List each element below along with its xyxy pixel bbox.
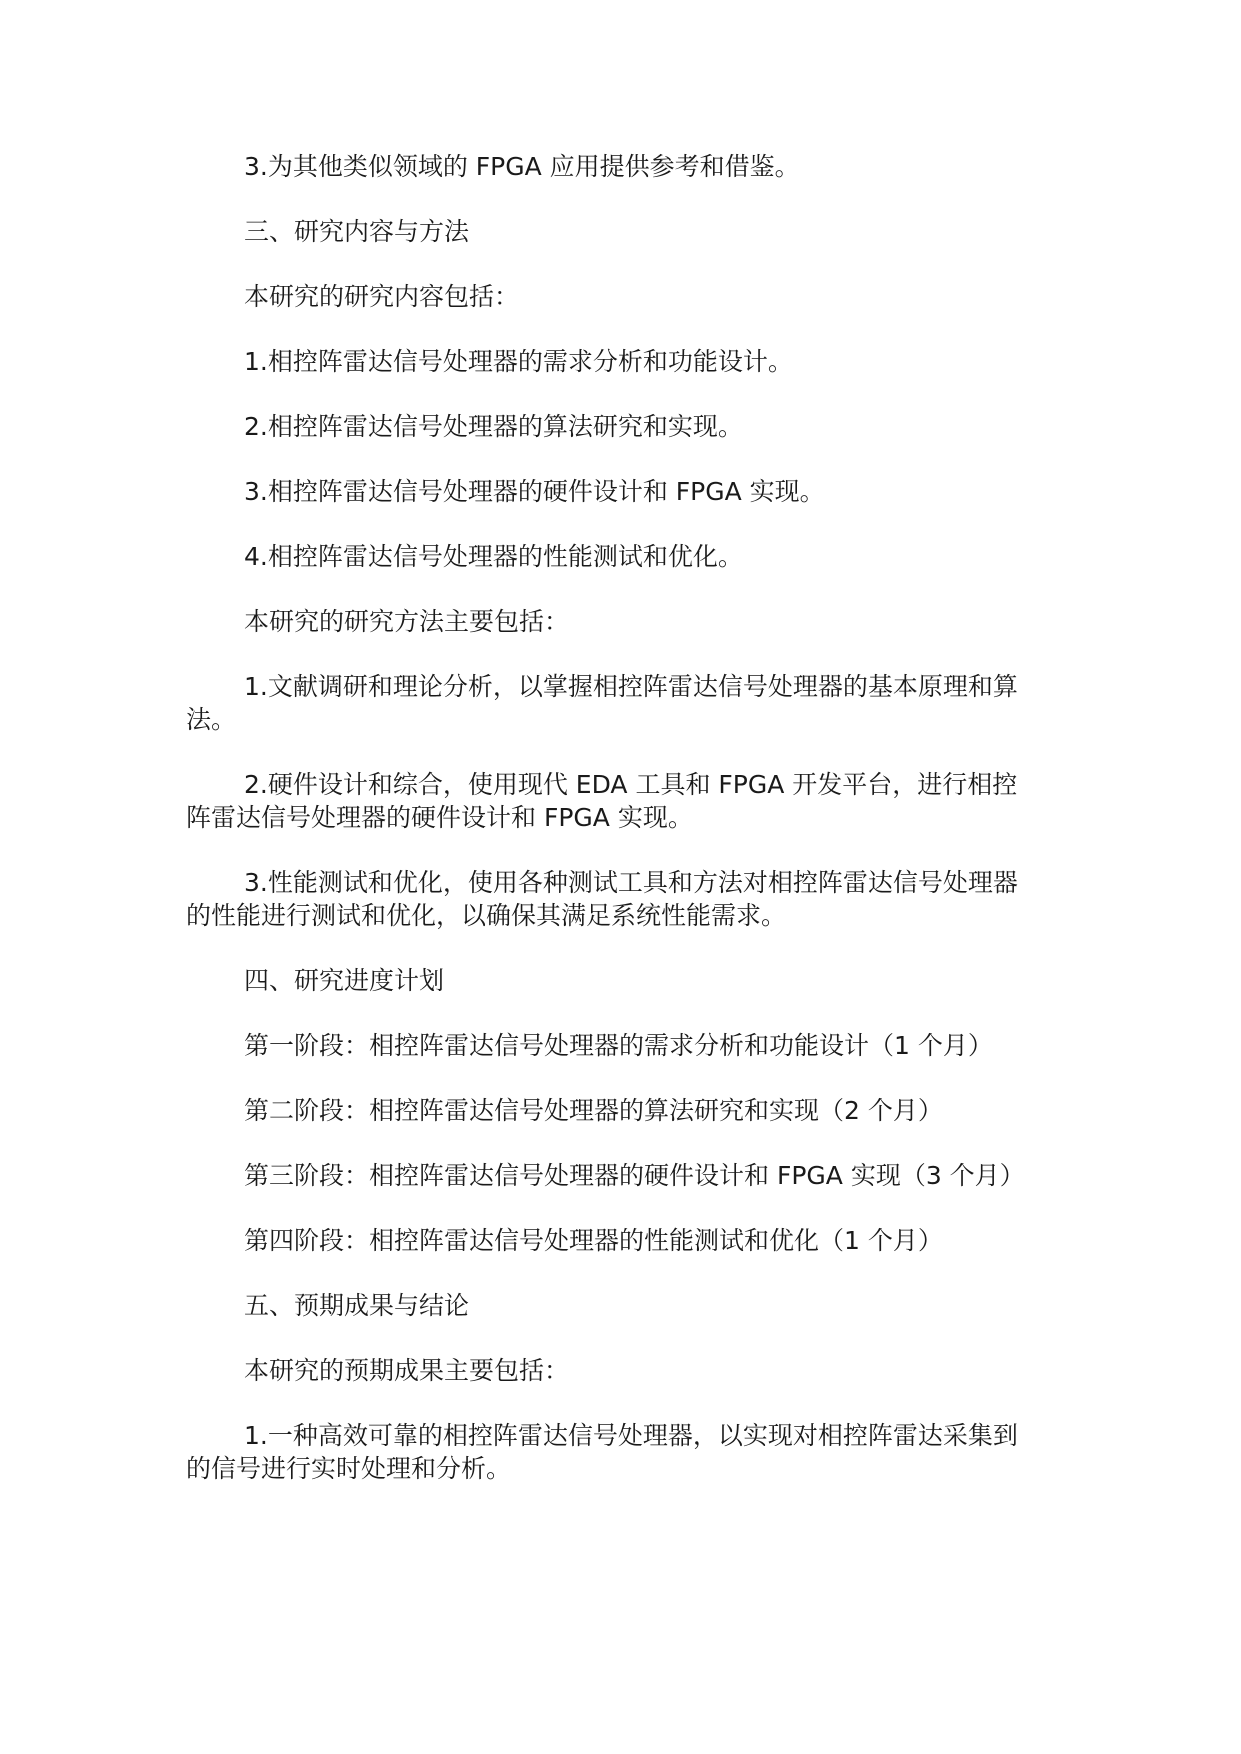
schedule-stage-2: 第二阶段：相控阵雷达信号处理器的算法研究和实现（2 个月） bbox=[244, 1096, 943, 1125]
list-item-method-2: 2.硬件设计和综合，使用现代 EDA 工具和 FPGA 开发平台，进行相控阵雷达信号处理器的硬件设计和 FPGA 实现。 bbox=[186, 770, 1018, 832]
list-item-content-2: 2.相控阵雷达信号处理器的算法研究和实现。 bbox=[244, 412, 743, 441]
schedule-stage-1: 第一阶段：相控阵雷达信号处理器的需求分析和功能设计（1 个月） bbox=[244, 1031, 993, 1060]
list-item-content-4: 4.相控阵雷达信号处理器的性能测试和优化。 bbox=[244, 542, 743, 571]
schedule-stage-3: 第三阶段：相控阵雷达信号处理器的硬件设计和 FPGA 实现（3 个月） bbox=[244, 1161, 1025, 1190]
expected-results-intro: 本研究的预期成果主要包括： bbox=[244, 1356, 570, 1385]
document-body bbox=[186, 150, 1036, 1517]
schedule-stage-4: 第四阶段：相控阵雷达信号处理器的性能测试和优化（1 个月） bbox=[244, 1226, 943, 1255]
section-heading-expected-results: 五、预期成果与结论 bbox=[244, 1291, 470, 1320]
list-item-method-3: 3.性能测试和优化，使用各种测试工具和方法对相控阵雷达信号处理器的性能进行测试和优化，以确保其满足系统性能需求。 bbox=[186, 868, 1018, 930]
research-content-intro: 本研究的研究内容包括： bbox=[244, 282, 520, 311]
section-heading-content-methods: 三、研究内容与方法 bbox=[244, 217, 470, 246]
list-item-result-1: 1.一种高效可靠的相控阵雷达信号处理器，以实现对相控阵雷达采集到的信号进行实时处理和分析。 bbox=[186, 1421, 1018, 1483]
list-item-method-1: 1.文献调研和理论分析，以掌握相控阵雷达信号处理器的基本原理和算法。 bbox=[186, 672, 1018, 734]
section-heading-schedule: 四、研究进度计划 bbox=[244, 966, 445, 995]
research-method-intro: 本研究的研究方法主要包括： bbox=[244, 607, 570, 636]
list-item-content-3: 3.相控阵雷达信号处理器的硬件设计和 FPGA 实现。 bbox=[244, 477, 825, 506]
list-item-application-reference: 3.为其他类似领域的 FPGA 应用提供参考和借鉴。 bbox=[244, 152, 800, 181]
list-item-content-1: 1.相控阵雷达信号处理器的需求分析和功能设计。 bbox=[244, 347, 793, 376]
